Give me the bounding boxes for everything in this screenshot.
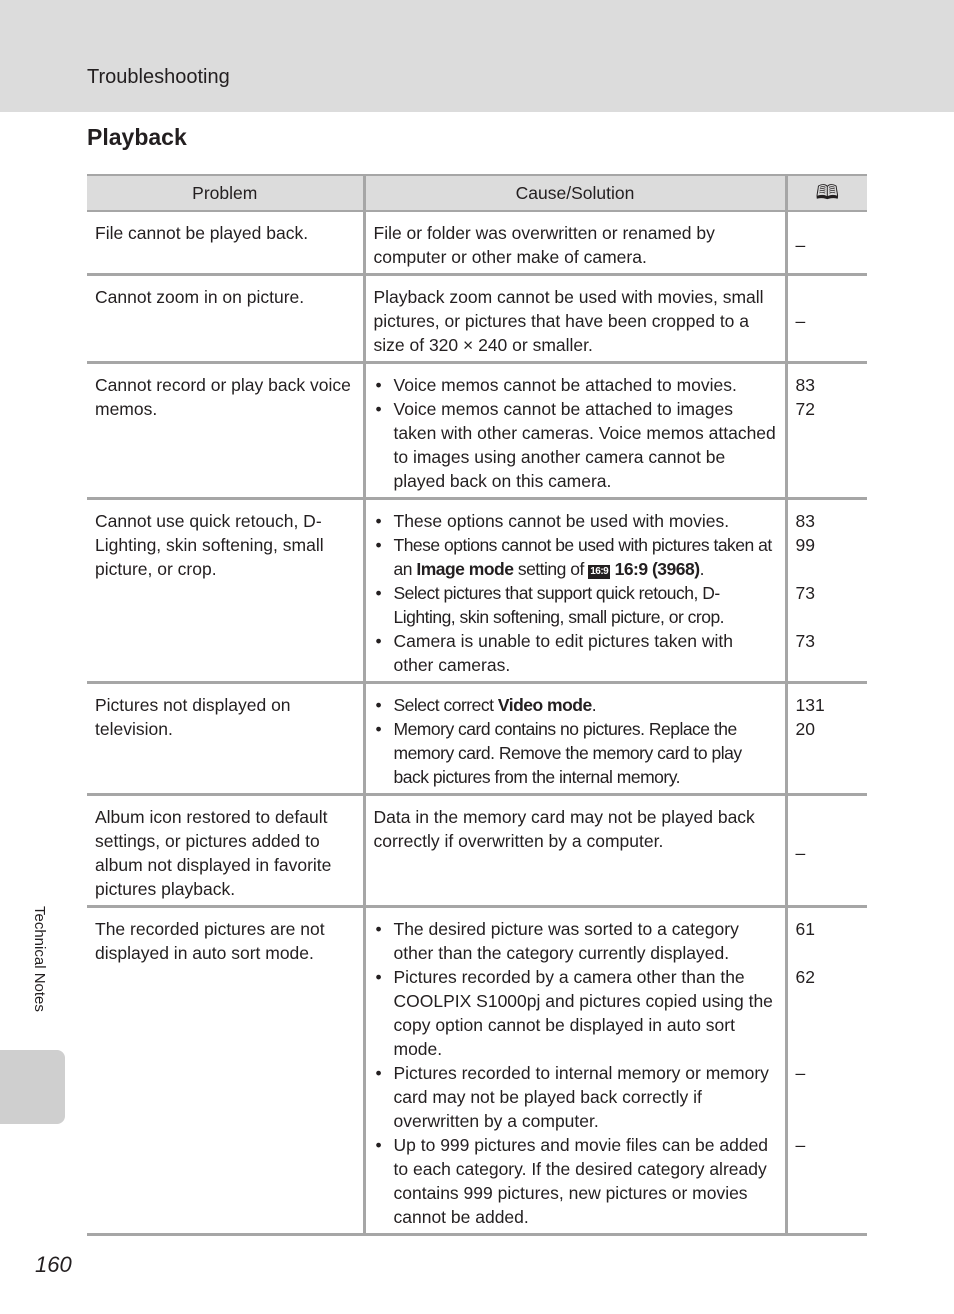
solution-cell — [364, 363, 786, 499]
header-reference — [786, 175, 867, 211]
table-row — [87, 795, 867, 907]
solution-bullet: • The desired picture was sorted to a category other than the category currently displayed. — [374, 917, 777, 965]
image-mode-value: 16:9 (3968) — [614, 559, 700, 579]
page-ref: 131 — [795, 695, 825, 715]
solution-cell: Data in the memory card may not be played back correctly if overwritten by a computer. — [364, 795, 786, 907]
page-ref: 61 — [795, 919, 815, 939]
page-ref: 73 — [795, 631, 815, 651]
section-label: Troubleshooting — [87, 66, 230, 88]
table-row — [87, 499, 867, 683]
page-ref: 99 — [795, 535, 815, 555]
solution-cell — [364, 499, 786, 683]
solution-cell — [364, 683, 786, 795]
troubleshooting-table — [87, 174, 867, 1236]
page-ref — [796, 941, 860, 965]
header-problem: Problem — [87, 175, 364, 211]
problem-cell: File cannot be played back. — [87, 211, 364, 275]
image-mode-label: Image mode — [416, 559, 514, 579]
problem-cell: Cannot use quick retouch, D-Lighting, skin softening, small picture, or crop. — [87, 499, 364, 683]
solution-cell: Playback zoom cannot be used with movies, small pictures, or pictures that have been cropped to a size of 320 × 240 or smaller. — [364, 275, 786, 363]
ref-cell: – — [786, 275, 867, 363]
solution-bullet: • Memory card contains no pictures. Replace the memory card. Remove the memory card to play back pictures from the internal memory. — [374, 717, 777, 789]
table-row — [87, 363, 867, 499]
image-mode-16-9-icon: 16:9 — [590, 566, 609, 577]
page-title: Playback — [87, 124, 187, 150]
solution-cell — [364, 907, 786, 1235]
ref-cell — [786, 683, 867, 795]
problem-cell: Cannot zoom in on picture. — [87, 275, 364, 363]
page-ref: 83 — [795, 375, 815, 395]
page-number: 160 — [35, 1252, 72, 1277]
solution-bullet: • Up to 999 pictures and movie files can be added to each category. If the desired category already contains 999 pictures, new pictures or movies cannot be added. — [374, 1133, 777, 1229]
ref-cell: – — [786, 795, 867, 907]
solution-bullet: • Select correct Video mode. — [374, 693, 777, 717]
book-icon: 🕮 — [815, 182, 840, 204]
page-ref — [796, 989, 860, 1013]
page-ref — [796, 1013, 860, 1037]
solution-bullet: • Select pictures that support quick retouch, D-Lighting, skin softening, small picture, or crop. — [374, 581, 777, 629]
ref-cell — [786, 499, 867, 683]
ref-cell — [786, 363, 867, 499]
page-ref: – — [795, 1063, 806, 1083]
page-ref: 83 — [795, 511, 815, 531]
page-ref: 62 — [795, 967, 815, 987]
page-ref: 72 — [795, 399, 815, 419]
solution-bullet: • These options cannot be used with movies. — [374, 509, 777, 533]
page-ref — [796, 557, 860, 581]
page-ref — [796, 1085, 860, 1109]
solution-bullet: • Voice memos cannot be attached to movies. — [374, 373, 777, 397]
chapter-tab — [0, 1050, 65, 1124]
page-ref: 20 — [795, 719, 815, 739]
chapter-tab-label: Technical Notes — [31, 906, 48, 1012]
solution-bullet: • Camera is unable to edit pictures taken with other cameras. — [374, 629, 777, 677]
page-ref: – — [795, 1135, 806, 1155]
table-row — [87, 683, 867, 795]
header-cause-solution: Cause/Solution — [364, 175, 786, 211]
ref-cell: – — [786, 211, 867, 275]
problem-cell: The recorded pictures are not displayed in auto sort mode. — [87, 907, 364, 1235]
table-row — [87, 907, 867, 1235]
table-header-row — [87, 175, 867, 211]
page-ref — [796, 605, 860, 629]
ref-cell — [786, 907, 867, 1235]
page-ref — [796, 1109, 860, 1133]
solution-bullet: • Pictures recorded by a camera other than the COOLPIX S1000pj and pictures copied using the copy option cannot be displayed in auto sort mode. — [374, 965, 777, 1061]
solution-bullet: • Voice memos cannot be attached to images taken with other cameras. Voice memos attached to images using another camera cannot be played back on this camera. — [374, 397, 777, 493]
header-band — [0, 0, 954, 112]
table-row — [87, 211, 867, 275]
problem-cell: Album icon restored to default settings, or pictures added to album not displayed in favorite pictures playback. — [87, 795, 364, 907]
solution-bullet: • Pictures recorded to internal memory or memory card may not be played back correctly if overwritten by a computer. — [374, 1061, 777, 1133]
problem-cell: Cannot record or play back voice memos. — [87, 363, 364, 499]
video-mode-label: Video mode — [497, 695, 592, 715]
page-ref: 73 — [795, 583, 815, 603]
table-row — [87, 275, 867, 363]
page-ref — [796, 1037, 860, 1061]
solution-cell: File or folder was overwritten or renamed by computer or other make of camera. — [364, 211, 786, 275]
solution-bullet: • These options cannot be used with pictures taken at an Image mode setting of 16:9 16:9 (3968). — [374, 533, 777, 581]
problem-cell: Pictures not displayed on television. — [87, 683, 364, 795]
